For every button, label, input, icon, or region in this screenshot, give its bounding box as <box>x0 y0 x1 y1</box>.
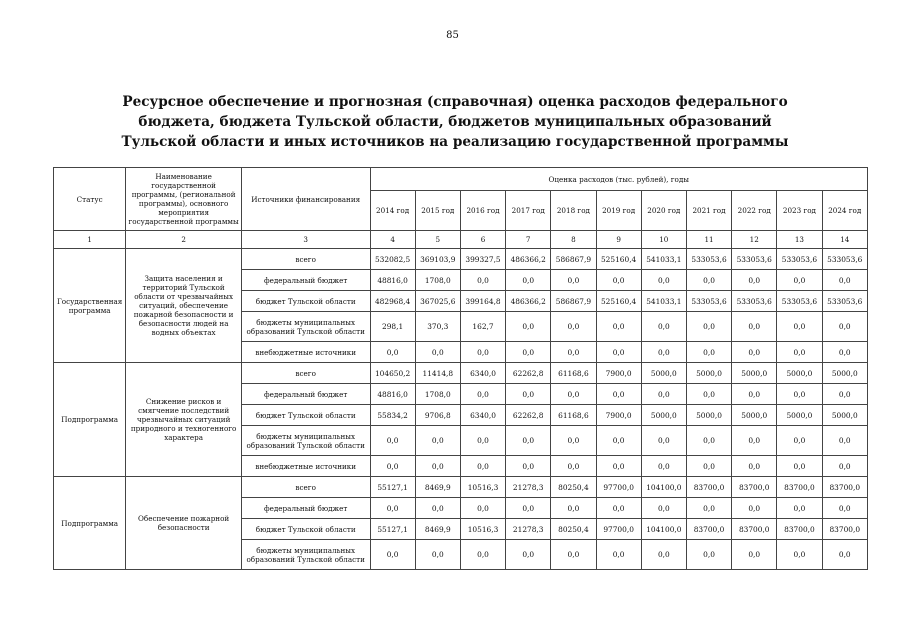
value-cell: 0,0 <box>415 456 460 477</box>
value-cell: 0,0 <box>596 312 641 342</box>
value-cell: 0,0 <box>732 540 777 570</box>
value-cell: 0,0 <box>732 456 777 477</box>
value-cell: 1708,0 <box>415 270 460 291</box>
value-cell: 0,0 <box>370 456 415 477</box>
value-cell: 0,0 <box>551 426 596 456</box>
value-cell: 5000,0 <box>641 363 686 384</box>
funding-source-cell: бюджеты муниципальных образований Тульской области <box>241 540 370 570</box>
funding-source-cell: федеральный бюджет <box>241 270 370 291</box>
value-cell: 0,0 <box>641 456 686 477</box>
value-cell: 8469,9 <box>415 519 460 540</box>
value-cell: 0,0 <box>596 270 641 291</box>
value-cell: 11414,8 <box>415 363 460 384</box>
value-cell: 0,0 <box>822 498 867 519</box>
header-year: 2021 год <box>686 191 731 231</box>
funding-source-cell: бюджеты муниципальных образований Тульской области <box>241 426 370 456</box>
value-cell: 533053,6 <box>686 291 731 312</box>
page-number: 85 <box>446 30 459 41</box>
column-number: 3 <box>241 231 370 249</box>
header-source: Источники финансирования <box>241 168 370 231</box>
value-cell: 0,0 <box>506 342 551 363</box>
column-number: 7 <box>506 231 551 249</box>
value-cell: 7900,0 <box>596 363 641 384</box>
value-cell: 0,0 <box>777 456 822 477</box>
value-cell: 5000,0 <box>686 363 731 384</box>
table-row <box>54 249 868 270</box>
value-cell: 0,0 <box>686 426 731 456</box>
header-status: Статус <box>54 168 126 231</box>
value-cell: 0,0 <box>641 270 686 291</box>
value-cell: 0,0 <box>777 426 822 456</box>
value-cell: 541033,1 <box>641 249 686 270</box>
value-cell: 83700,0 <box>777 519 822 540</box>
value-cell: 369103,9 <box>415 249 460 270</box>
value-cell: 541033,1 <box>641 291 686 312</box>
program-name-cell: Обеспечение пожарной безопасности <box>126 477 242 570</box>
value-cell: 21278,3 <box>506 477 551 498</box>
program-name-cell: Защита населения и территорий Тульской области от чрезвычайных ситуаций, обеспечение пожарной безопасности и безопасности людей на водных объектах <box>126 249 242 363</box>
value-cell: 0,0 <box>641 540 686 570</box>
value-cell: 0,0 <box>686 456 731 477</box>
value-cell: 0,0 <box>732 498 777 519</box>
value-cell: 6340,0 <box>460 405 505 426</box>
value-cell: 5000,0 <box>732 405 777 426</box>
column-number-row <box>54 231 868 249</box>
value-cell: 0,0 <box>777 270 822 291</box>
column-number: 4 <box>370 231 415 249</box>
value-cell: 0,0 <box>686 540 731 570</box>
value-cell: 0,0 <box>415 540 460 570</box>
column-number: 14 <box>822 231 867 249</box>
value-cell: 0,0 <box>732 384 777 405</box>
value-cell: 0,0 <box>370 426 415 456</box>
value-cell: 5000,0 <box>822 363 867 384</box>
value-cell: 83700,0 <box>686 477 731 498</box>
header-year: 2016 год <box>460 191 505 231</box>
value-cell: 0,0 <box>506 270 551 291</box>
value-cell: 0,0 <box>596 426 641 456</box>
value-cell: 0,0 <box>732 426 777 456</box>
column-number: 9 <box>596 231 641 249</box>
value-cell: 83700,0 <box>822 519 867 540</box>
value-cell: 0,0 <box>822 270 867 291</box>
value-cell: 0,0 <box>822 342 867 363</box>
value-cell: 8469,9 <box>415 477 460 498</box>
value-cell: 298,1 <box>370 312 415 342</box>
value-cell: 7900,0 <box>596 405 641 426</box>
value-cell: 83700,0 <box>732 477 777 498</box>
value-cell: 48816,0 <box>370 270 415 291</box>
funding-source-cell: бюджет Тульской области <box>241 405 370 426</box>
value-cell: 0,0 <box>551 384 596 405</box>
value-cell: 62262,8 <box>506 363 551 384</box>
value-cell: 532082,5 <box>370 249 415 270</box>
value-cell: 0,0 <box>506 426 551 456</box>
column-number: 5 <box>415 231 460 249</box>
value-cell: 104100,0 <box>641 519 686 540</box>
funding-source-cell: федеральный бюджет <box>241 384 370 405</box>
value-cell: 0,0 <box>641 426 686 456</box>
value-cell: 0,0 <box>686 498 731 519</box>
value-cell: 533053,6 <box>822 291 867 312</box>
table-body <box>54 249 868 570</box>
value-cell: 5000,0 <box>822 405 867 426</box>
value-cell: 0,0 <box>551 342 596 363</box>
value-cell: 5000,0 <box>777 405 822 426</box>
value-cell: 0,0 <box>370 498 415 519</box>
value-cell: 97700,0 <box>596 477 641 498</box>
value-cell: 399327,5 <box>460 249 505 270</box>
value-cell: 0,0 <box>686 342 731 363</box>
value-cell: 5000,0 <box>686 405 731 426</box>
value-cell: 0,0 <box>596 342 641 363</box>
value-cell: 61168,6 <box>551 363 596 384</box>
value-cell: 0,0 <box>641 384 686 405</box>
column-number: 11 <box>686 231 731 249</box>
value-cell: 533053,6 <box>686 249 731 270</box>
funding-source-cell: всего <box>241 363 370 384</box>
value-cell: 80250,4 <box>551 519 596 540</box>
value-cell: 0,0 <box>460 426 505 456</box>
value-cell: 0,0 <box>460 384 505 405</box>
value-cell: 533053,6 <box>777 291 822 312</box>
header-year: 2018 год <box>551 191 596 231</box>
value-cell: 0,0 <box>732 312 777 342</box>
funding-source-cell: бюджет Тульской области <box>241 519 370 540</box>
value-cell: 0,0 <box>415 498 460 519</box>
value-cell: 55127,1 <box>370 477 415 498</box>
value-cell: 97700,0 <box>596 519 641 540</box>
status-cell: Подпрограмма <box>54 363 126 477</box>
funding-source-cell: всего <box>241 249 370 270</box>
value-cell: 525160,4 <box>596 291 641 312</box>
value-cell: 10516,3 <box>460 477 505 498</box>
funding-source-cell: внебюджетные источники <box>241 342 370 363</box>
value-cell: 0,0 <box>596 384 641 405</box>
header-program-name: Наименование государственной программы, (региональной программы), основного мероприятия государственной программы <box>126 168 242 231</box>
value-cell: 48816,0 <box>370 384 415 405</box>
header-year: 2015 год <box>415 191 460 231</box>
value-cell: 0,0 <box>460 540 505 570</box>
header-year: 2014 год <box>370 191 415 231</box>
funding-source-cell: федеральный бюджет <box>241 498 370 519</box>
column-number: 13 <box>777 231 822 249</box>
value-cell: 0,0 <box>822 426 867 456</box>
value-cell: 0,0 <box>686 270 731 291</box>
value-cell: 61168,6 <box>551 405 596 426</box>
value-cell: 525160,4 <box>596 249 641 270</box>
value-cell: 0,0 <box>506 540 551 570</box>
column-number: 6 <box>460 231 505 249</box>
value-cell: 0,0 <box>415 426 460 456</box>
value-cell: 0,0 <box>641 312 686 342</box>
value-cell: 0,0 <box>460 342 505 363</box>
value-cell: 533053,6 <box>777 249 822 270</box>
value-cell: 533053,6 <box>732 291 777 312</box>
value-cell: 0,0 <box>822 456 867 477</box>
value-cell: 0,0 <box>732 342 777 363</box>
value-cell: 0,0 <box>822 540 867 570</box>
value-cell: 62262,8 <box>506 405 551 426</box>
value-cell: 0,0 <box>686 384 731 405</box>
value-cell: 0,0 <box>506 312 551 342</box>
value-cell: 486366,2 <box>506 291 551 312</box>
column-number: 12 <box>732 231 777 249</box>
value-cell: 0,0 <box>777 312 822 342</box>
value-cell: 0,0 <box>596 540 641 570</box>
value-cell: 0,0 <box>777 540 822 570</box>
value-cell: 21278,3 <box>506 519 551 540</box>
value-cell: 399164,8 <box>460 291 505 312</box>
value-cell: 0,0 <box>460 456 505 477</box>
program-name-cell: Снижение рисков и смягчение последствий чрезвычайных ситуаций природного и техногенного характера <box>126 363 242 477</box>
value-cell: 55127,1 <box>370 519 415 540</box>
value-cell: 0,0 <box>777 498 822 519</box>
value-cell: 486366,2 <box>506 249 551 270</box>
table-row <box>54 363 868 384</box>
value-cell: 80250,4 <box>551 477 596 498</box>
column-number: 10 <box>641 231 686 249</box>
value-cell: 367025,6 <box>415 291 460 312</box>
value-cell: 83700,0 <box>732 519 777 540</box>
value-cell: 9706,8 <box>415 405 460 426</box>
value-cell: 0,0 <box>822 312 867 342</box>
value-cell: 0,0 <box>686 312 731 342</box>
value-cell: 83700,0 <box>822 477 867 498</box>
value-cell: 0,0 <box>506 456 551 477</box>
value-cell: 6340,0 <box>460 363 505 384</box>
value-cell: 0,0 <box>460 498 505 519</box>
value-cell: 0,0 <box>641 498 686 519</box>
value-cell: 5000,0 <box>641 405 686 426</box>
value-cell: 0,0 <box>551 456 596 477</box>
value-cell: 10516,3 <box>460 519 505 540</box>
value-cell: 0,0 <box>415 342 460 363</box>
value-cell: 0,0 <box>777 384 822 405</box>
value-cell: 104650,2 <box>370 363 415 384</box>
value-cell: 533053,6 <box>822 249 867 270</box>
value-cell: 162,7 <box>460 312 505 342</box>
value-cell: 83700,0 <box>777 477 822 498</box>
table-row <box>54 477 868 498</box>
header-year: 2022 год <box>732 191 777 231</box>
value-cell: 0,0 <box>551 312 596 342</box>
value-cell: 0,0 <box>732 270 777 291</box>
header-estimate: Оценка расходов (тыс. рублей), годы <box>370 168 868 191</box>
value-cell: 83700,0 <box>686 519 731 540</box>
status-cell: Государственная программа <box>54 249 126 363</box>
status-cell: Подпрограмма <box>54 477 126 570</box>
funding-source-cell: бюджеты муниципальных образований Тульской области <box>241 312 370 342</box>
header-year: 2024 год <box>822 191 867 231</box>
value-cell: 104100,0 <box>641 477 686 498</box>
value-cell: 0,0 <box>596 498 641 519</box>
value-cell: 0,0 <box>551 540 596 570</box>
value-cell: 482968,4 <box>370 291 415 312</box>
value-cell: 1708,0 <box>415 384 460 405</box>
value-cell: 0,0 <box>596 456 641 477</box>
value-cell: 5000,0 <box>732 363 777 384</box>
value-cell: 0,0 <box>822 384 867 405</box>
value-cell: 0,0 <box>641 342 686 363</box>
value-cell: 586867,9 <box>551 291 596 312</box>
value-cell: 0,0 <box>777 342 822 363</box>
value-cell: 370,3 <box>415 312 460 342</box>
value-cell: 0,0 <box>506 498 551 519</box>
column-number: 8 <box>551 231 596 249</box>
value-cell: 0,0 <box>551 270 596 291</box>
value-cell: 0,0 <box>506 384 551 405</box>
value-cell: 586867,9 <box>551 249 596 270</box>
value-cell: 5000,0 <box>777 363 822 384</box>
value-cell: 55834,2 <box>370 405 415 426</box>
header-year: 2020 год <box>641 191 686 231</box>
value-cell: 0,0 <box>551 498 596 519</box>
budget-table <box>53 167 868 570</box>
funding-source-cell: внебюджетные источники <box>241 456 370 477</box>
column-number: 2 <box>126 231 242 249</box>
header-year: 2023 год <box>777 191 822 231</box>
value-cell: 533053,6 <box>732 249 777 270</box>
column-number: 1 <box>54 231 126 249</box>
value-cell: 0,0 <box>370 342 415 363</box>
value-cell: 0,0 <box>460 270 505 291</box>
header-year: 2017 год <box>506 191 551 231</box>
value-cell: 0,0 <box>370 540 415 570</box>
funding-source-cell: всего <box>241 477 370 498</box>
header-year: 2019 год <box>596 191 641 231</box>
funding-source-cell: бюджет Тульской области <box>241 291 370 312</box>
document-title: Ресурсное обеспечение и прогнозная (справочная) оценка расходов федерального бюджета, бюджета Тульской области, бюджетов муниципальных образований Тульской области и иных источников на реализацию государственной программы <box>121 94 789 150</box>
